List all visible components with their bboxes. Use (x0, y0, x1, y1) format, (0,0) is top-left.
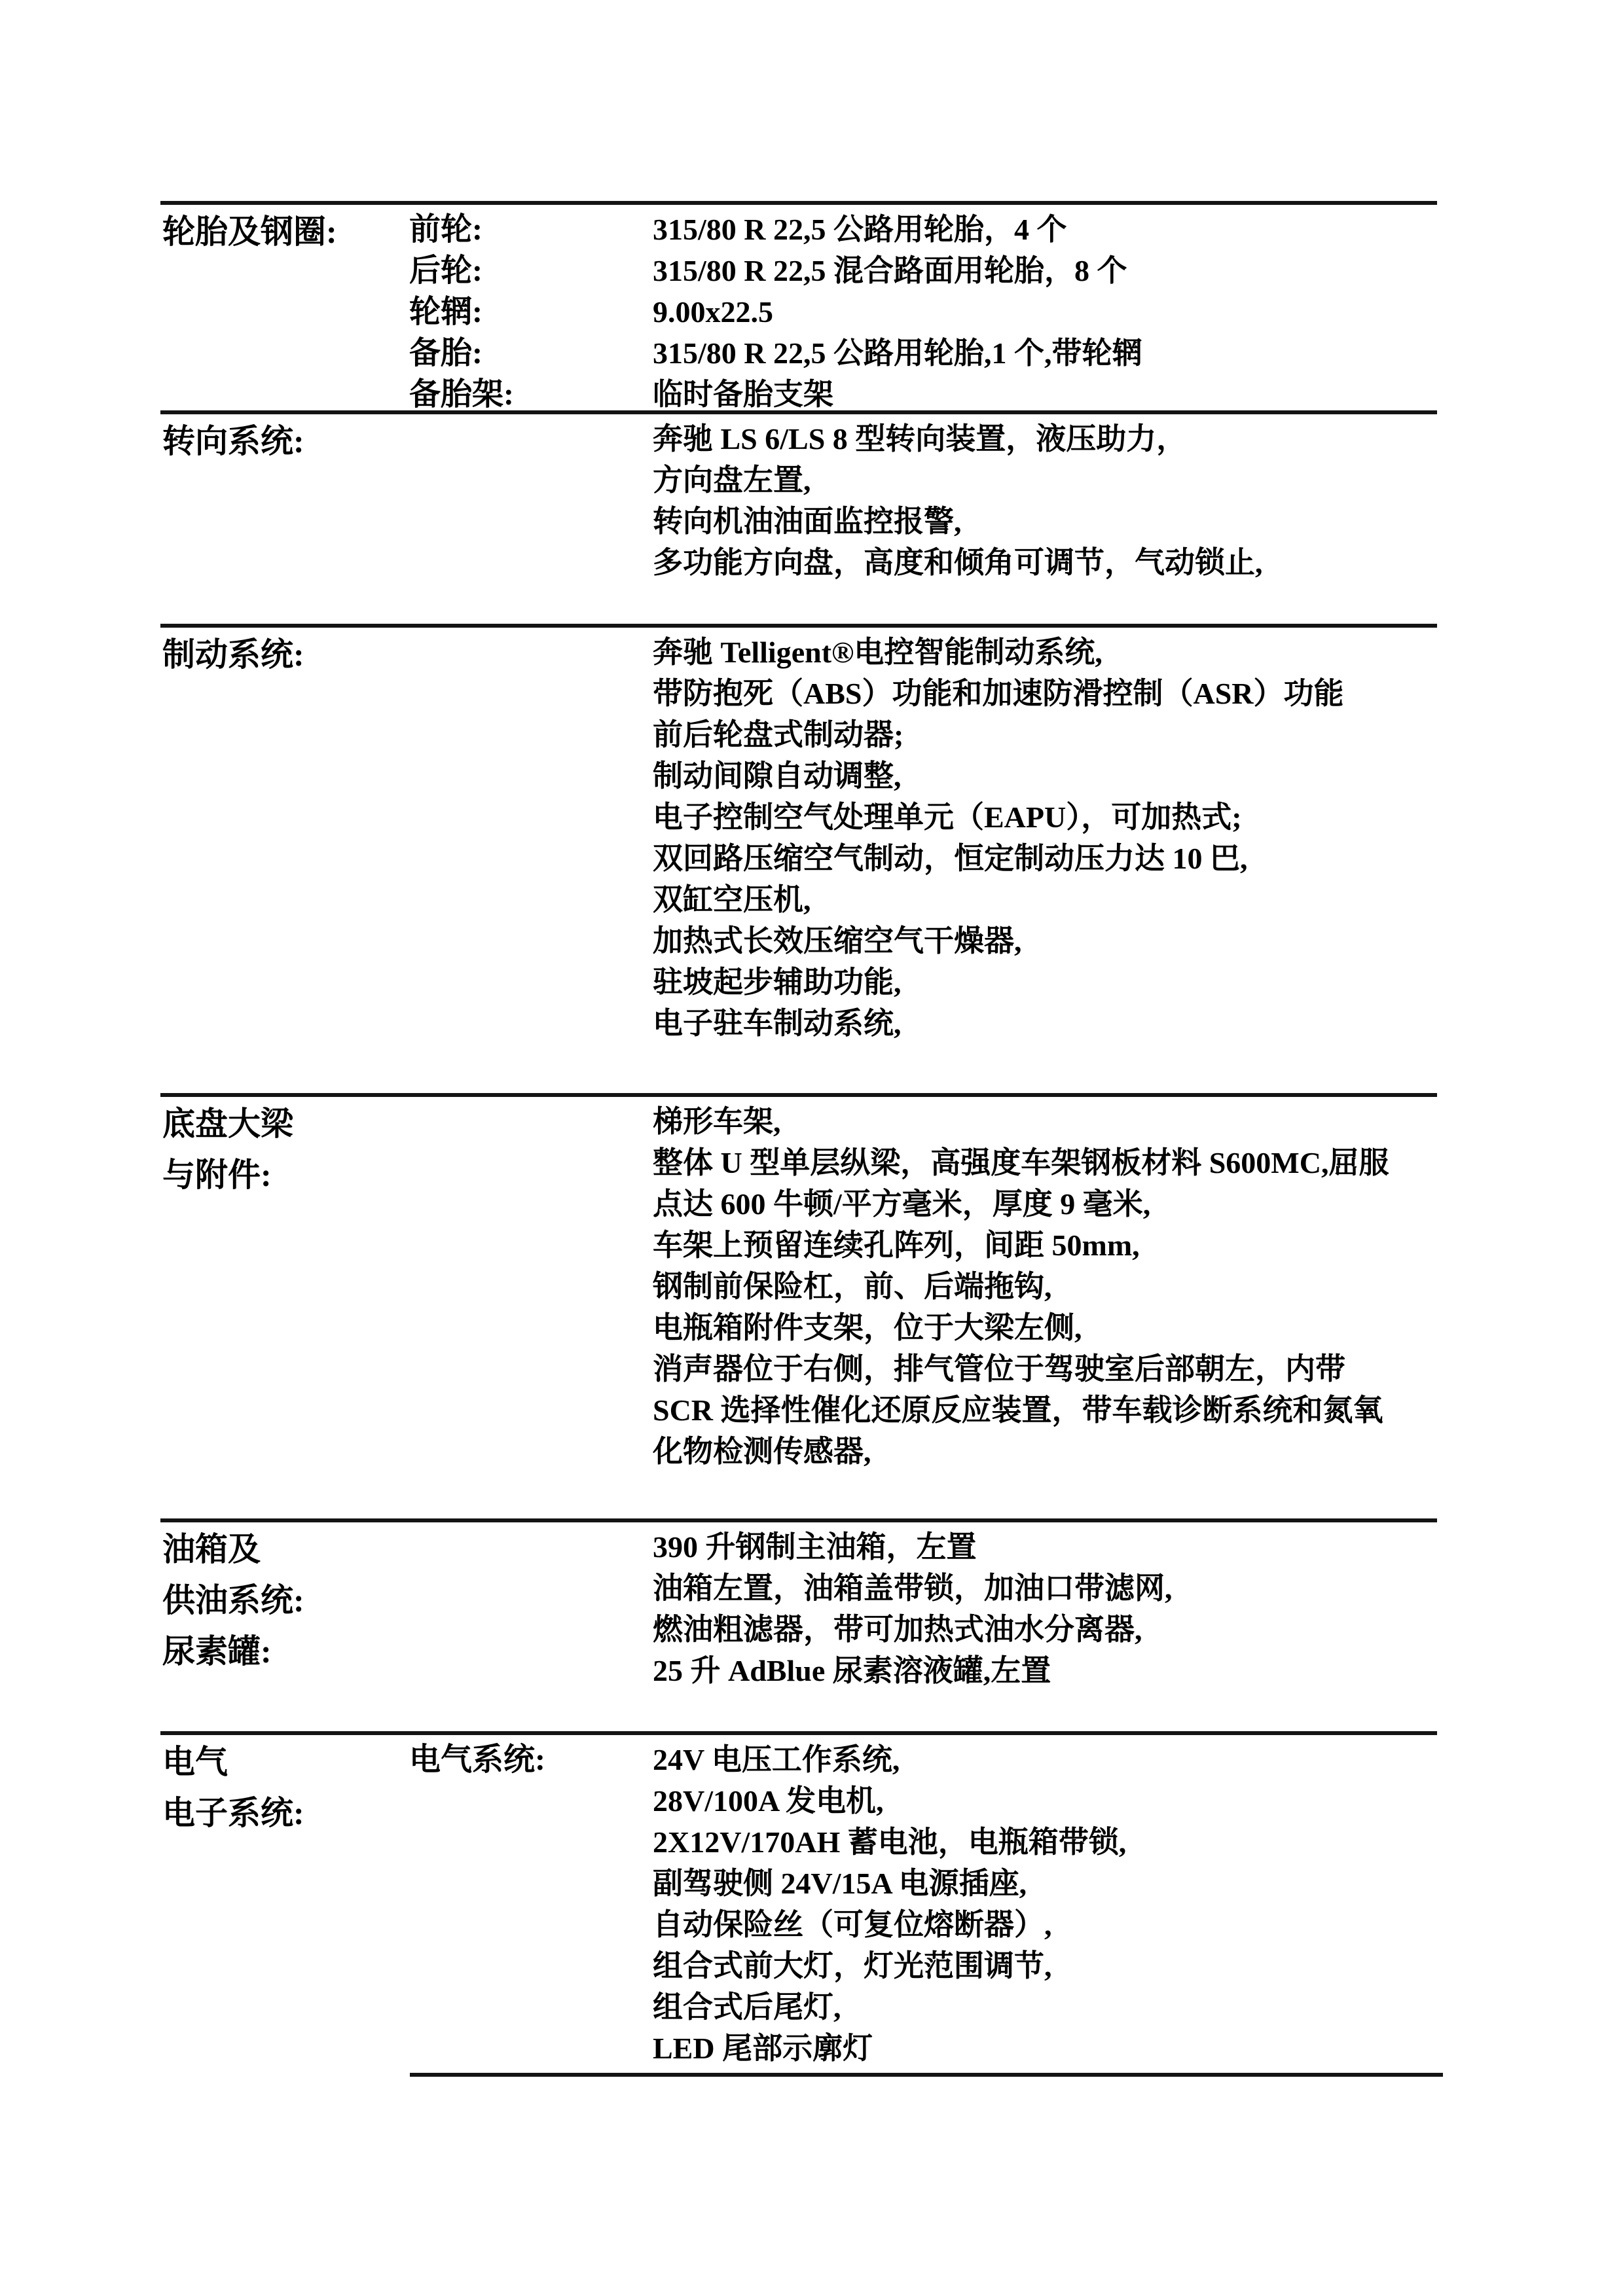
spec-row (409, 961, 1437, 1003)
row-value: 化物检测传感器, (653, 1435, 871, 1468)
row-value: 整体 U 型单层纵梁，高强度车架钢板材料 S600MC,屈服 (653, 1146, 1389, 1179)
spec-row (409, 2028, 1437, 2069)
row-value: 梯形车架, (653, 1105, 781, 1138)
row-value: 电子控制空气处理单元（EAPU），可加热式; (653, 800, 1242, 834)
row-value: 点达 600 牛顿/平方毫米，厚度 9 毫米, (653, 1187, 1151, 1221)
spec-row (409, 1568, 1437, 1609)
spec-row (409, 920, 1437, 961)
spec-row (409, 250, 1437, 291)
row-value: 车架上预留连续孔阵列，间距 50mm, (653, 1229, 1140, 1262)
row-value: 加热式长效压缩空气干燥器, (653, 924, 1022, 958)
spec-row (409, 1142, 1437, 1183)
row-value: 自动保险丝（可复位熔断器）, (653, 1908, 1052, 1941)
spec-row (409, 1003, 1437, 1044)
row-value: 组合式前大灯，灯光范围调节, (653, 1949, 1052, 1982)
row-value: 双回路压缩空气制动，恒定制动压力达 10 巴, (653, 842, 1248, 875)
section-rows (409, 1522, 1437, 1691)
row-value: 28V/100A 发电机, (653, 1784, 884, 1818)
spec-row (409, 797, 1437, 838)
row-sub-label: 前轮: (409, 212, 483, 247)
section-label-line: 电气 (162, 1744, 228, 1780)
section-label-line: 制动系统: (162, 636, 304, 673)
spec-row (409, 209, 1437, 250)
row-value: 组合式后尾灯, (653, 1990, 841, 2024)
row-value: 燃油粗滤器，带可加热式油水分离器, (653, 1613, 1142, 1646)
section-label-line: 底盘大梁 (162, 1105, 293, 1142)
spec-row (409, 1739, 1437, 1780)
section-rows (409, 1735, 1437, 2069)
row-value: LED 尾部示廓灯 (653, 2032, 873, 2065)
row-sub-label: 电气系统: (409, 1742, 545, 1777)
row-value: 315/80 R 22,5 公路用轮胎，4 个 (653, 213, 1067, 246)
section-label-line: 转向系统: (162, 423, 304, 459)
section-label (160, 1735, 409, 1839)
row-value: SCR 选择性催化还原反应装置，带车载诊断系统和氮氧 (653, 1393, 1383, 1427)
spec-row (409, 1348, 1437, 1390)
row-value: 副驾驶侧 24V/15A 电源插座, (653, 1867, 1027, 1900)
row-value: 制动间隙自动调整, (653, 759, 902, 793)
spec-row (409, 1821, 1437, 1863)
row-value: 25 升 AdBlue 尿素溶液罐,左置 (653, 1654, 1051, 1687)
spec-row (409, 1863, 1437, 1904)
row-value: 315/80 R 22,5 公路用轮胎,1 个,带轮辋 (653, 336, 1142, 370)
section-label-line: 电子系统: (162, 1795, 304, 1831)
spec-row (409, 1609, 1437, 1650)
section-label (160, 1522, 409, 1677)
row-sub-label: 备胎架: (409, 377, 514, 412)
spec-row (409, 879, 1437, 920)
section-label-line: 与附件: (162, 1157, 272, 1193)
row-value: 驻坡起步辅助功能, (653, 965, 902, 999)
table-bottom-border (410, 2073, 1443, 2077)
row-sub-label: 备胎: (409, 336, 483, 370)
spec-row (409, 1986, 1437, 2028)
row-sub-label: 后轮: (409, 253, 483, 288)
spec-section-2 (160, 624, 1437, 1093)
spec-row (409, 1266, 1437, 1307)
row-value: 消声器位于右侧，排气管位于驾驶室后部朝左，内带 (653, 1352, 1345, 1386)
section-label-line: 供油系统: (162, 1582, 304, 1619)
row-value: 2X12V/170AH 蓄电池，电瓶箱带锁, (653, 1825, 1127, 1859)
section-rows (409, 1097, 1437, 1472)
spec-section-1 (160, 410, 1437, 624)
row-value: 电子驻车制动系统, (653, 1007, 902, 1040)
section-label-line: 油箱及 (162, 1531, 261, 1568)
section-label (160, 628, 409, 680)
spec-row (409, 418, 1437, 459)
section-label-line: 轮胎及钢圈: (162, 213, 337, 250)
row-value: 双缸空压机, (653, 883, 811, 916)
spec-table (160, 201, 1437, 2073)
spec-row (409, 1904, 1437, 1945)
spec-section-5 (160, 1731, 1437, 2073)
spec-row (409, 632, 1437, 673)
spec-row (409, 542, 1437, 583)
row-value: 24V 电压工作系统, (653, 1743, 900, 1776)
spec-row (409, 1431, 1437, 1472)
spec-row (409, 1945, 1437, 1986)
row-value: 390 升钢制主油箱，左置 (653, 1530, 977, 1564)
row-value: 奔驰 Telligent®电控智能制动系统, (653, 636, 1103, 669)
spec-row (409, 501, 1437, 542)
section-rows (409, 205, 1437, 415)
spec-row (409, 1780, 1437, 1821)
row-value: 315/80 R 22,5 混合路面用轮胎，8 个 (653, 254, 1127, 287)
spec-row (409, 332, 1437, 374)
row-value: 油箱左置，油箱盖带锁，加油口带滤网, (653, 1571, 1173, 1605)
row-value: 9.00x22.5 (653, 295, 773, 329)
section-rows (409, 628, 1437, 1044)
spec-row (409, 1183, 1437, 1225)
row-value: 转向机油油面监控报警, (653, 505, 962, 538)
spec-section-3 (160, 1093, 1437, 1518)
spec-row (409, 1390, 1437, 1431)
section-label (160, 205, 409, 257)
spec-section-0 (160, 201, 1437, 410)
row-value: 方向盘左置, (653, 463, 811, 497)
row-value: 电瓶箱附件支架，位于大梁左侧, (653, 1311, 1082, 1344)
section-label (160, 414, 409, 467)
spec-row (409, 291, 1437, 332)
row-value: 前后轮盘式制动器; (653, 718, 904, 751)
spec-row (409, 755, 1437, 797)
spec-section-4 (160, 1518, 1437, 1731)
section-label-line: 尿素罐: (162, 1633, 272, 1670)
row-value: 奔驰 LS 6/LS 8 型转向装置，液压助力， (653, 422, 1187, 456)
row-value: 多功能方向盘，高度和倾角可调节，气动锁止, (653, 546, 1263, 579)
spec-row (409, 838, 1437, 879)
section-rows (409, 414, 1437, 583)
row-value: 临时备胎支架 (653, 378, 833, 411)
spec-row (409, 1101, 1437, 1142)
spec-row (409, 1225, 1437, 1266)
section-label (160, 1097, 409, 1200)
spec-row (409, 1526, 1437, 1568)
spec-row (409, 673, 1437, 714)
row-value: 带防抱死（ABS）功能和加速防滑控制（ASR）功能 (653, 677, 1344, 710)
spec-row (409, 1307, 1437, 1348)
spec-row (409, 459, 1437, 501)
spec-row (409, 1650, 1437, 1691)
spec-row (409, 714, 1437, 755)
spec-row (409, 374, 1437, 415)
row-value: 钢制前保险杠，前、后端拖钩, (653, 1270, 1052, 1303)
row-sub-label: 轮辋: (409, 295, 483, 329)
